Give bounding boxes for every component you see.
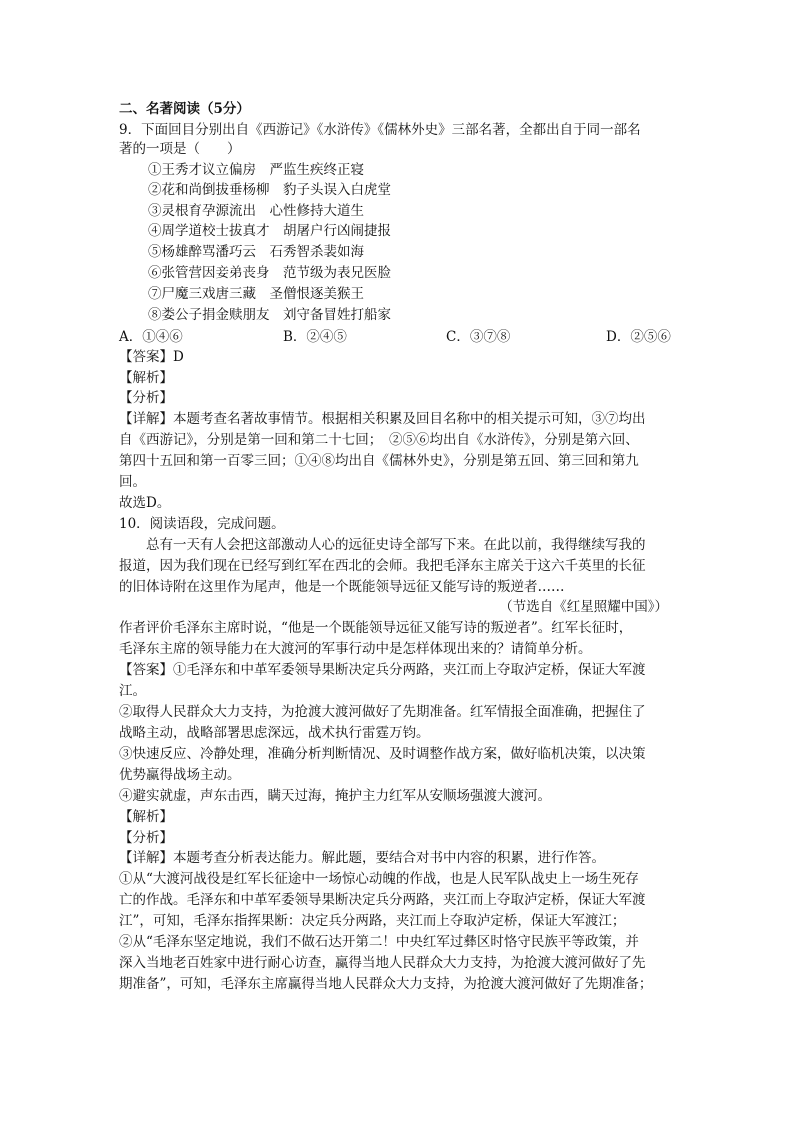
q10-answer-line: 【答案】①毛泽东和中革军委领导果断决定兵分两路，夹江而上夺取泸定桥，保证大军渡 [119, 662, 646, 678]
q9-item: ⑧娄公子捐金赎朋友 刘守备冒姓打船家 [148, 307, 391, 323]
section-title: 二、名著阅读（5分） [119, 101, 250, 117]
q10-detail-line: 亡的作战。毛泽东和中革军委领导果断决定兵分两路，夹江而上夺取泸定桥，保证大军渡 [119, 892, 646, 908]
q10-answer-line: ④避实就虚，声东击西，瞒天过海，掩护主力红军从安顺场强渡大渡河。 [119, 788, 551, 804]
q10-passage-line: 报道，因为我们现在已经写到红军在西北的会师。我把毛泽东主席关于这六千英里的长征 [119, 558, 646, 574]
q10-detail-line: ①从“大渡河战役是红军长征途中一场惊心动魄的作战，也是人民军队战史上一场生死存 [119, 871, 639, 887]
q10-answer-line: ③快速反应、冷静处理，准确分析判断情况、及时调整作战方案，做好临机决策，以决策 [119, 746, 646, 762]
q10-question-line: 作者评价毛泽东主席时说，“他是一个既能领导远征又能写诗的叛逆者”。红军长征时， [119, 620, 633, 636]
q9-item: ⑥张管营因妾弟丧身 范节级为表兄医脸 [148, 265, 391, 281]
q10-source: （节选自《红星照耀中国》） [499, 599, 668, 615]
q9-stem-line2: 著的一项是（ ） [119, 141, 241, 157]
q10-detail-line: 江”，可知，毛泽东指挥果断：决定兵分两路，夹江而上夺取泸定桥，保证大军渡江； [119, 913, 626, 929]
q9-jiexi-label: 【解析】 [119, 370, 173, 386]
q10-passage-line: 的旧体诗附在这里作为尾声，他是一个既能领导远征又能写诗的叛逆者…… [119, 579, 565, 595]
q10-detail-line: 【详解】本题考查分析表达能力。解此题，要结合对书中内容的积累，进行作答。 [119, 850, 605, 866]
q10-detail-line: 期准备”，可知，毛泽东主席赢得当地人民群众大力支持，为抢渡大渡河做好了先期准备； [119, 976, 653, 992]
q10-fenxi-label: 【分析】 [119, 830, 173, 846]
q10-answer-line: 优势赢得战场主动。 [119, 767, 241, 783]
q9-fenxi-label: 【分析】 [119, 390, 173, 406]
q9-option-b: B．②④⑤ [283, 329, 347, 345]
q9-item: ③灵根育孕源流出 心性修持大道生 [148, 203, 364, 219]
q9-detail-line: 自《西游记》，分别是第一回和第二十七回； ②⑤⑥均出自《水浒传》，分别是第六回、 [119, 432, 639, 448]
q9-option-c: C．③⑦⑧ [446, 329, 511, 345]
q9-item: ⑦尸魔三戏唐三藏 圣僧恨逐美猴王 [148, 286, 364, 302]
q10-passage-line: 总有一天有人会把这部激动人心的远征史诗全部写下来。在此以前，我得继续写我的 [146, 537, 646, 553]
q10-answer-line: 江。 [119, 683, 146, 699]
q9-answer: 【答案】D [119, 349, 184, 365]
q9-option-a: A．①④⑥ [119, 329, 183, 345]
q9-detail-line: 第四十五回和第一百零三回；①④⑧均出自《儒林外史》，分别是第五回、第三回和第九 [119, 453, 639, 469]
q10-question-line: 毛泽东主席的领导能力在大渡河的军事行动中是怎样体现出来的？请简单分析。 [119, 641, 592, 657]
q9-item: ①王秀才议立偏房 严监生疾终正寝 [148, 162, 364, 178]
q9-stem-line1: 9．下面回目分别出自《西游记》《水浒传》《儒林外史》三部名著，全都出自于同一部名 [119, 122, 641, 138]
q9-detail-line: 【详解】本题考查名著故事情节。根据相关积累及回目名称中的相关提示可知，③⑦均出 [119, 411, 646, 427]
q9-item: ⑤杨雄醉骂潘巧云 石秀智杀裴如海 [148, 244, 364, 260]
q10-detail-line: ②从“毛泽东坚定地说，我们不做石达开第二！中央红军过彝区时恪守民族平等政策，并 [119, 934, 639, 950]
q9-detail-line: 回。 [119, 474, 146, 490]
q10-jiexi-label: 【解析】 [119, 809, 173, 825]
q10-answer-line: 战略主动，战略部署思虑深远，战术执行雷霆万钧。 [119, 725, 430, 741]
q10-stem: 10．阅读语段，完成问题。 [119, 516, 285, 532]
q9-conclusion: 故选D。 [119, 495, 171, 511]
q10-detail-line: 深入当地老百姓家中进行耐心访查，赢得当地人民群众大力支持，为抢渡大渡河做好了先 [119, 955, 646, 971]
q10-answer-line: ②取得人民群众大力支持，为抢渡大渡河做好了先期准备。红军情报全面准确，把握住了 [119, 704, 646, 720]
q9-item: ④周学道校士拔真才 胡屠户行凶闹捷报 [148, 223, 391, 239]
q9-item: ②花和尚倒拔垂杨柳 豹子头误入白虎堂 [148, 182, 391, 198]
q9-option-d: D．②⑤⑥ [606, 329, 671, 345]
